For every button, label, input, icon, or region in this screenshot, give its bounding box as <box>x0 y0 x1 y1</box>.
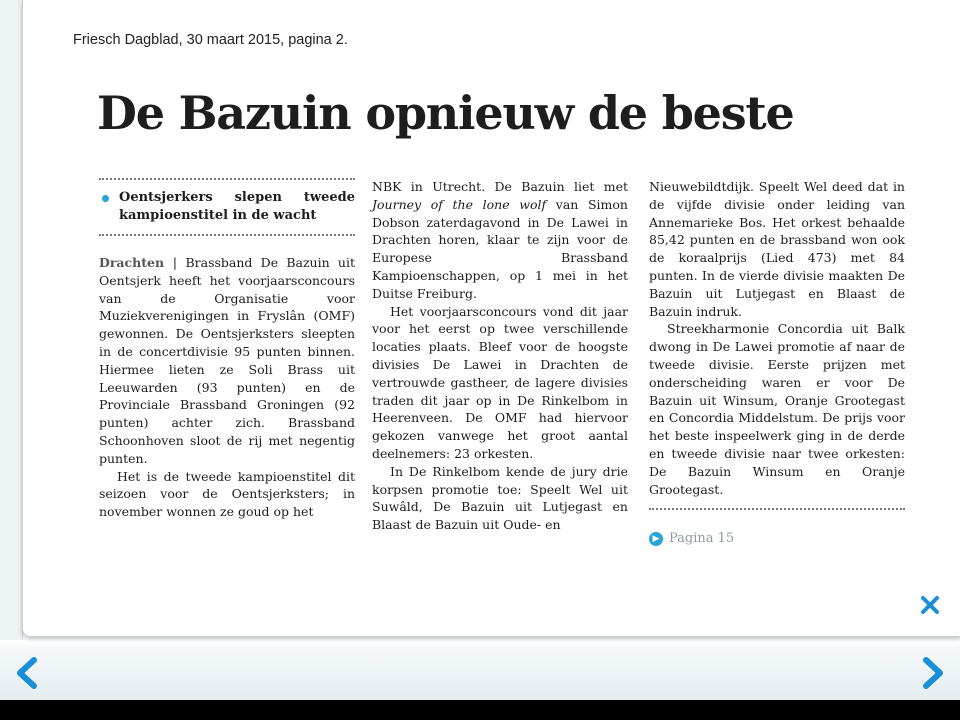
close-icon <box>920 595 940 615</box>
paragraph-text: van Simon Dobson zaterdagavond in De Lawei in Drachten horen, klaar te zijn voor de Europese Brassband Kampioenschappen, op 1 mei in het Duitse Freiburg. <box>372 196 628 301</box>
article-paragraph: Nieuwebildtdijk. Speelt Wel deed dat in de vijfde divisie onder leiding van Annemarieke Bos. Het orkest behaalde 85,42 punten en de brassband won ook de koraalprijs (Lied 473) met 84 punten. In de vierde divisie maakten De Bazuin uit Lutjegast en Blaast de Bazuin indruk. <box>649 179 905 319</box>
article-paragraph: In De Rinkelbom kende de jury drie korpsen promotie toe: Speelt Wel uit Suwâld, De Bazuin uit Lutjegast en Blaast de Bazuin uit Oude- en <box>372 463 628 533</box>
article-headline: De Bazuin opnieuw de beste <box>97 86 794 140</box>
piece-title: Journey of the lone wolf <box>372 196 547 212</box>
next-page-button[interactable] <box>914 653 954 693</box>
navigation-bar <box>0 644 960 700</box>
page-ref-rule <box>649 508 905 510</box>
page-reference-label: Pagina 15 <box>669 531 735 547</box>
article-column-3 <box>649 178 905 548</box>
intro-block <box>99 180 355 234</box>
close-button[interactable] <box>914 589 946 621</box>
paragraph-text: NBK in Utrecht. De Bazuin liet met <box>372 179 628 194</box>
clipping-card <box>22 0 960 637</box>
bullet-icon <box>102 195 109 202</box>
play-circle-icon: ▶ <box>649 532 663 546</box>
source-line: Friesch Dagblad, 30 maart 2015, pagina 2. <box>73 32 348 48</box>
left-gutter <box>0 0 23 640</box>
article-column-1 <box>99 178 355 521</box>
article-paragraph <box>372 178 628 303</box>
previous-page-button[interactable] <box>6 653 46 693</box>
intro-text: Oentsjerkers slepen tweede kampioenstitel in de wacht <box>119 190 355 223</box>
dateline: Drachten | <box>99 255 178 270</box>
page-reference-link[interactable] <box>649 530 905 548</box>
bottom-strip <box>0 700 960 720</box>
paragraph-text: Brassband De Bazuin uit Oentsjerk heeft het voorjaarsconcours van de Organisatie voor Muziekverenigingen in Fryslân (OMF) gewonnen. De Oentsjerksters sleepten in de concertdivisie 95 punten binnen. Hiermee lieten ze Soli Brass uit Leeuwarden (93 punten) en de Provinciale Brassband Groningen (92 punten) achter zich. Brassband Schoonhoven sloot de rij met negentig punten. <box>99 255 355 466</box>
chevron-left-icon <box>12 656 40 690</box>
article-paragraph: Streekharmonie Concordia uit Balk dwong in De Lawei promotie af naar de tweede divisie. Eerste prijzen met onderscheiding waren er voor De Bazuin uit Winsum, Oranje Grootegast en Concordia Middelstum. De prijs voor het beste inspeelwerk ging in de derde en tweede divisie naar twee orkesten: De Bazuin Winsum en Oranje Grootegast. <box>649 321 905 497</box>
article-paragraph: Het voorjaarsconcours vond dit jaar voor het eerst op twee verschillende locaties plaats. Bleef voor de hoogste divisies De Lawei in Drachten de vertrouwde gastheer, de lagere divisies traden dit jaar op in De Rinkelbom in Heerenveen. De OMF had hiervoor gekozen vanwege het groot aantal deelnemers: 23 orkesten. <box>372 303 628 461</box>
chevron-right-icon <box>920 656 948 690</box>
article-paragraph <box>99 254 355 468</box>
article-paragraph: Het is de tweede kampioenstitel dit seizoen voor de Oentsjerksters; in november wonnen ze goud op het <box>99 468 355 520</box>
intro-bottom-rule <box>99 234 355 236</box>
article-column-2 <box>372 178 628 534</box>
